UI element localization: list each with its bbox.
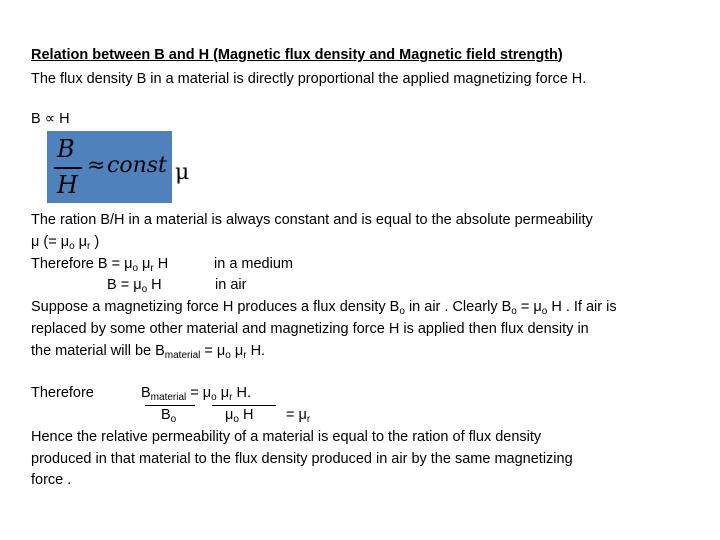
formula-approx: ≈ <box>87 153 106 178</box>
num-b: B <box>141 385 151 401</box>
therefore-air-note: in air <box>215 277 247 293</box>
num-h: H. <box>232 385 251 401</box>
conclusion-line-2: produced in that material to the flux density produced in air by the same magnetizing <box>31 451 573 467</box>
suppose-d: H . If air is <box>547 299 617 315</box>
suppose-line-3 <box>31 342 265 360</box>
therefore2-suffix: H <box>147 277 162 293</box>
derivation-den-b <box>161 406 176 424</box>
ratio-open: μ (= μ <box>31 234 70 250</box>
ratio-mid: μ <box>74 234 88 250</box>
sub-r: r <box>150 263 154 274</box>
sub-o: o <box>399 306 405 317</box>
page-heading <box>31 46 563 64</box>
sub-r: r <box>243 350 247 361</box>
sub-material: material <box>150 392 187 403</box>
derivation-numerator <box>141 384 251 402</box>
ratio-line-2 <box>31 233 99 251</box>
sub-o: o <box>132 263 139 274</box>
ratio-line-1: The ration B/H in a material is always constant and is equal to the absolute permeability <box>31 212 593 228</box>
formula-numerator: B <box>57 135 75 163</box>
therefore-air <box>107 276 162 294</box>
num-eq: = μ <box>186 385 212 401</box>
derivation-therefore: Therefore <box>31 385 94 401</box>
suppose-b: in air . Clearly B <box>404 299 512 315</box>
suppose-line3-b: = μ <box>200 343 226 359</box>
den-b: B <box>161 407 171 423</box>
sub-o: o <box>541 306 548 317</box>
derivation-den-muh <box>225 406 253 424</box>
den-h: H <box>238 407 254 423</box>
suppose-line3-c: μ <box>230 343 244 359</box>
therefore1-prefix: Therefore B = μ <box>31 256 133 272</box>
ratio-close: ) <box>90 234 100 250</box>
suppose-line-1 <box>31 298 617 316</box>
formula-image <box>47 131 172 203</box>
sub-material: material <box>164 350 201 361</box>
result: = μ <box>286 407 307 423</box>
formula-const: const <box>107 153 167 178</box>
therefore-medium <box>31 255 168 273</box>
formula-mu: μ <box>175 160 190 185</box>
suppose-c: = μ <box>516 299 542 315</box>
den-mu: μ <box>225 407 234 423</box>
heading-close: ) <box>557 47 563 63</box>
sub-o: o <box>233 414 239 425</box>
formula-denominator: H <box>57 171 78 199</box>
sub-r: r <box>229 392 233 403</box>
therefore1-suffix: H <box>153 256 169 272</box>
sub-o: o <box>170 414 177 425</box>
therefore1-mid: μ <box>138 256 151 272</box>
sub-o: o <box>511 306 517 317</box>
sub-r: r <box>306 414 311 425</box>
num-mu: μ <box>216 385 230 401</box>
heading-title: Relation between B and H (Magnetic flux density and Magnetic field strength <box>31 47 558 63</box>
suppose-line-2: replaced by some other material and magnetizing force H is applied then flux density in <box>31 321 589 337</box>
sub-o: o <box>225 350 231 361</box>
intro-text: The flux density B in a material is directly proportional the applied magnetizing force H. <box>31 71 587 87</box>
therefore-medium-note: in a medium <box>214 256 293 272</box>
derivation-result <box>286 406 310 424</box>
conclusion-line-1: Hence the relative permeability of a material is equal to the ration of flux density <box>31 429 542 445</box>
suppose-line3-d: H. <box>246 343 266 359</box>
suppose-a: Suppose a magnetizing force H produces a flux density B <box>31 299 400 315</box>
therefore2-prefix: B = μ <box>107 277 142 293</box>
sub-o: o <box>69 241 75 252</box>
conclusion-line-3: force . <box>31 472 72 488</box>
sub-o: o <box>211 392 217 403</box>
proportional-relation: B ∝ H <box>31 111 70 127</box>
sub-o: o <box>141 284 148 295</box>
formula-fraction-bar <box>54 167 82 169</box>
sub-r: r <box>87 241 91 252</box>
suppose-line3-a: the material will be B <box>31 343 165 359</box>
